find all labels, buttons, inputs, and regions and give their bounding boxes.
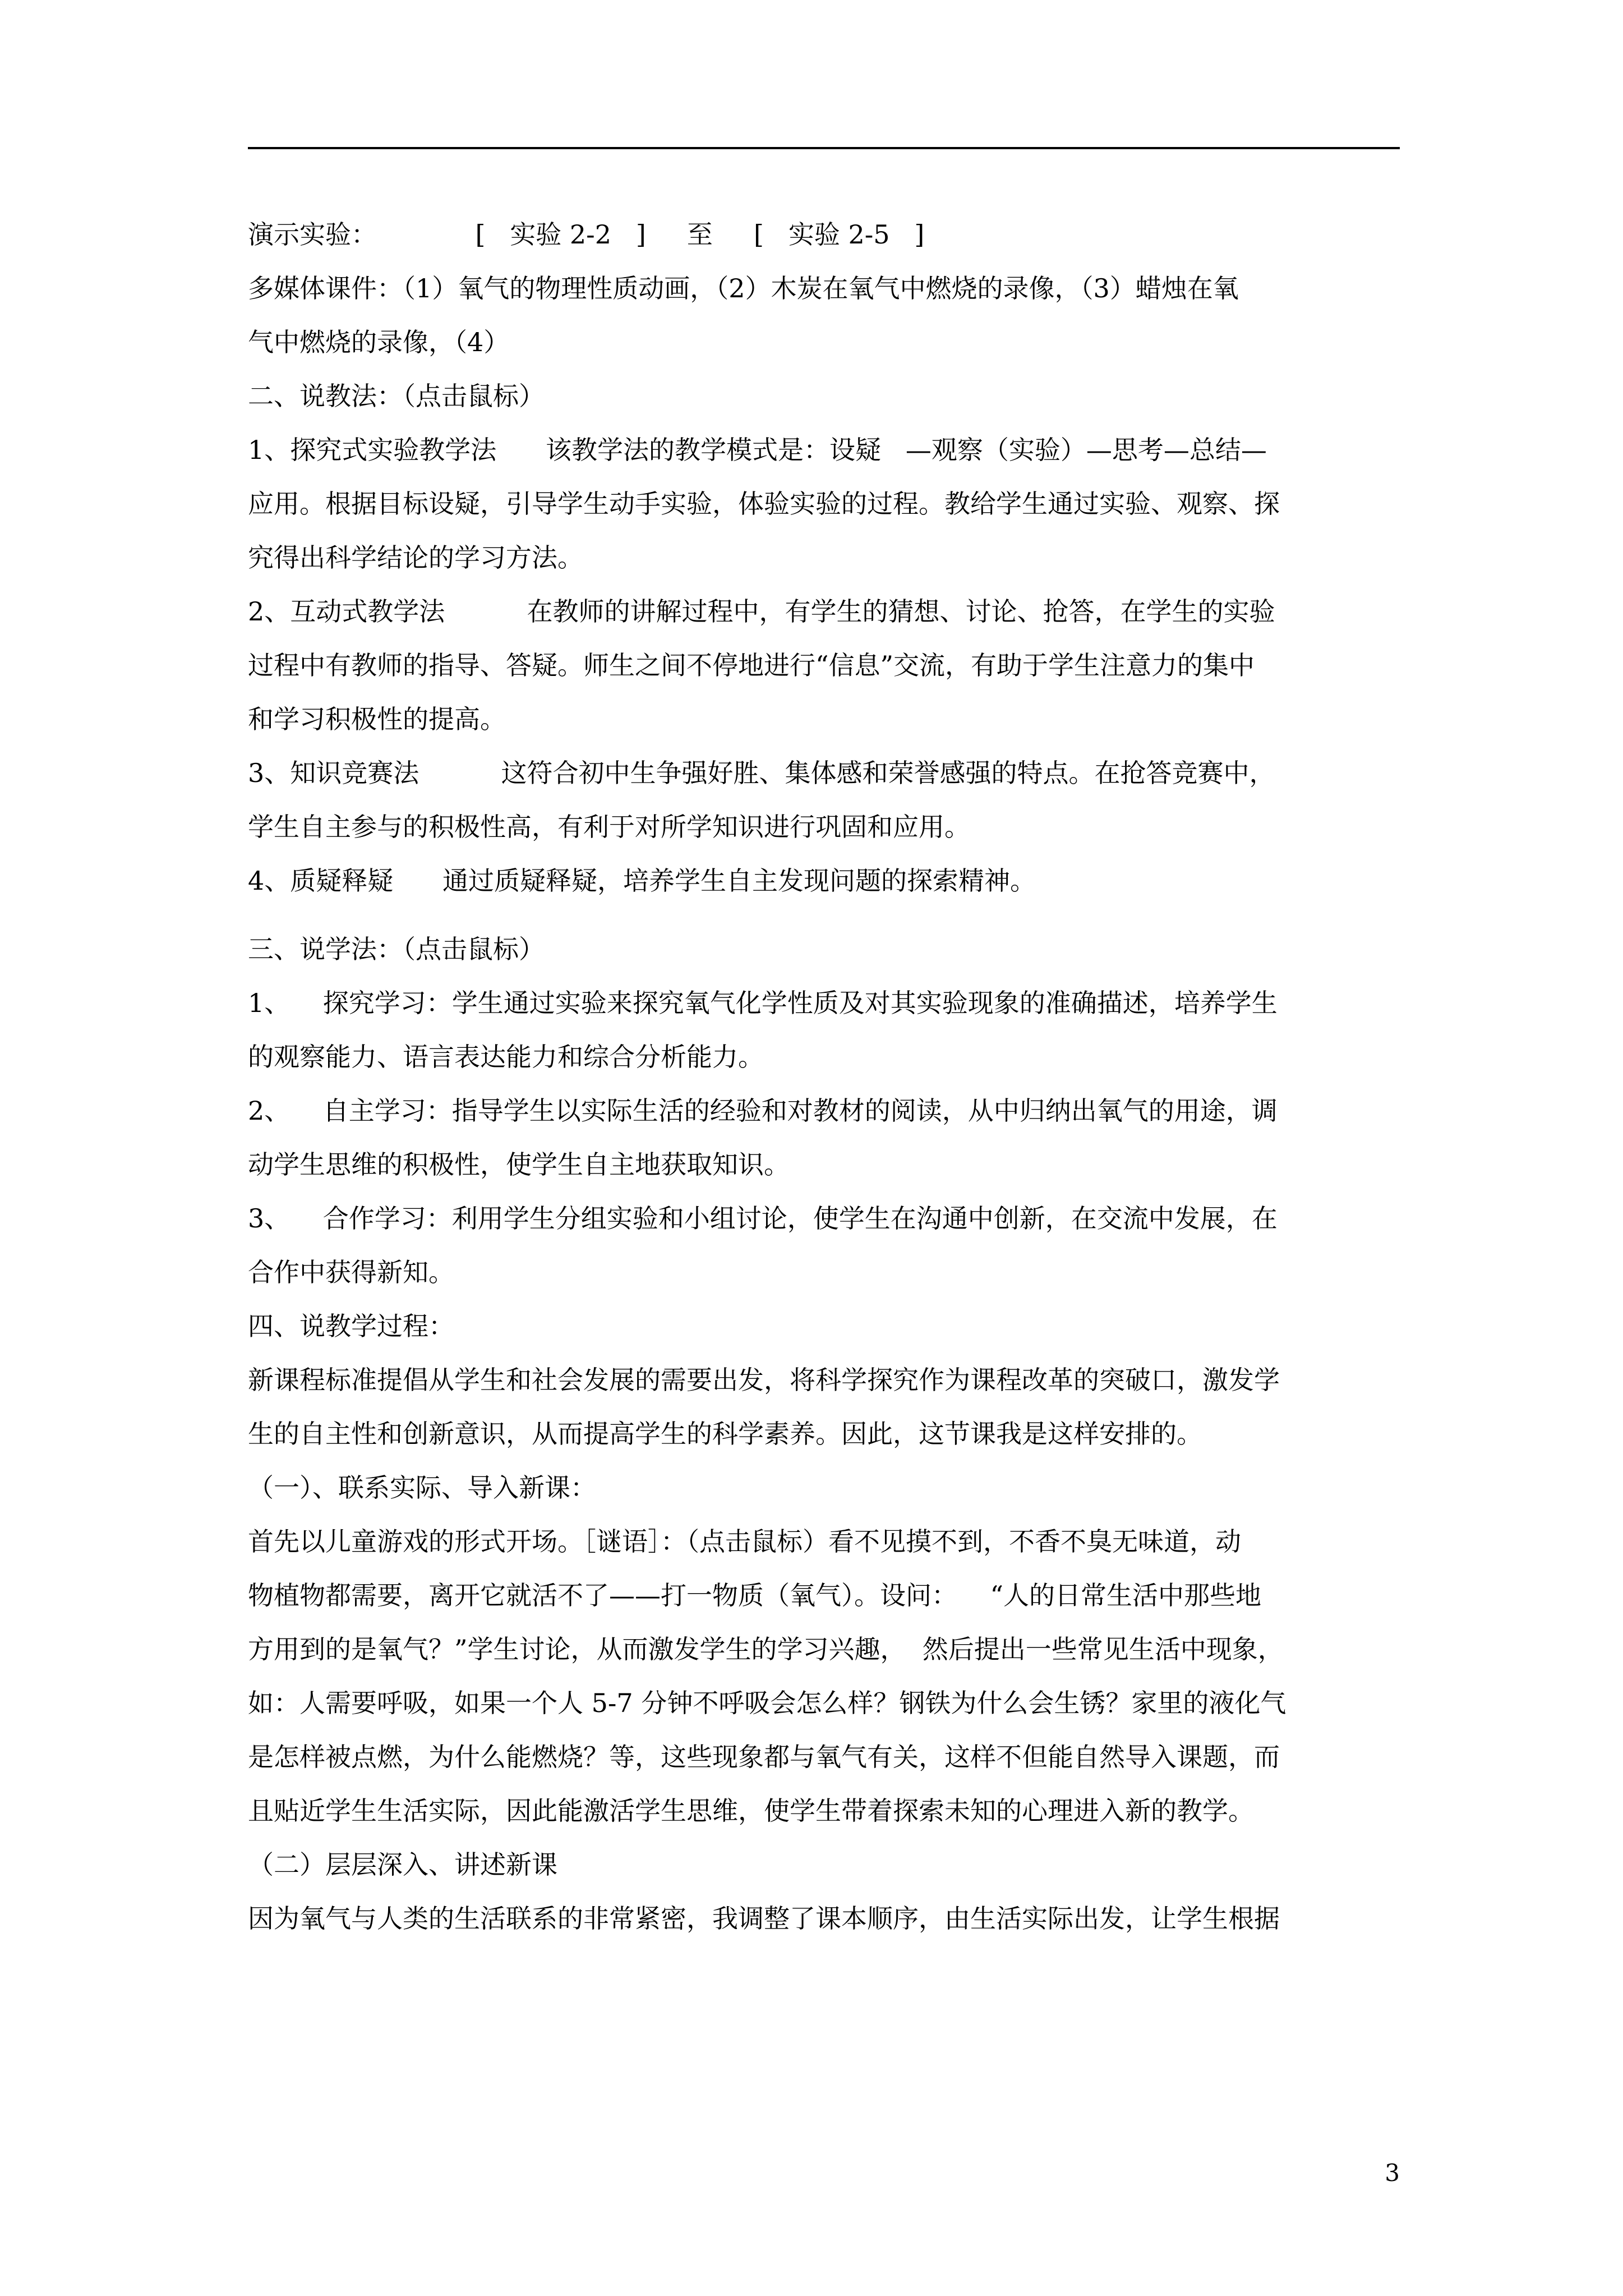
text-line: 演示实验： [ 实验 2-2 ] 至 [ 实验 2-5 ] [248,219,925,250]
text-line: 过程中有教师的指导、答疑。师生之间不停地进行“信息”交流，有助于学生注意力的集中 [248,650,1255,680]
text-line: 2、互动式教学法 在教师的讲解过程中，有学生的猜想、讨论、抢答，在学生的实验 [248,596,1275,627]
text-line: 生的自主性和创新意识，从而提高学生的科学素养。因此，这节课我是这样安排的。 [248,1419,1202,1449]
text-line: 动学生思维的积极性，使学生自主地获取知识。 [248,1149,790,1180]
section-heading: 三、说学法：（点击鼠标） [248,934,545,964]
text-line: 物植物都需要，离开它就活不了——打一物质（氧气）。设问： “人的日常生活中那些地 [248,1580,1262,1611]
text-line: 合作中获得新知。 [248,1257,454,1287]
text-line: 多媒体课件：（1）氧气的物理性质动画，（2）木炭在氧气中燃烧的录像，（3）蜡烛在氧 [248,273,1239,303]
text-line: 首先以儿童游戏的形式开场。［谜语］：（点击鼠标）看不见摸不到，不香不臭无味道，动 [248,1526,1241,1557]
subsection-heading: （一）、联系实际、导入新课： [248,1473,596,1503]
text-line: 的观察能力、语言表达能力和综合分析能力。 [248,1042,764,1072]
text-line: 1、 探究学习：学生通过实验来探究氧气化学性质及对其实验现象的准确描述，培养学生 [248,988,1278,1018]
text-line: 和学习积极性的提高。 [248,704,506,734]
text-line: 4、质疑释疑 通过质疑释疑，培养学生自主发现问题的探索精神。 [248,866,1036,896]
text-line: 因为氧气与人类的生活联系的非常紧密，我调整了课本顺序，由生活实际出发，让学生根据 [248,1903,1280,1934]
subsection-heading: （二）层层深入、讲述新课 [248,1849,557,1880]
header-rule [248,147,1400,149]
text-line: 气中燃烧的录像，（4） [248,327,510,357]
text-line: 3、 合作学习：利用学生分组实验和小组讨论，使学生在沟通中创新，在交流中发展，在 [248,1203,1278,1234]
text-line: 应用。根据目标设疑，引导学生动手实验，体验实验的过程。教给学生通过实验、观察、探 [248,489,1280,519]
text-line: 3、知识竞赛法 这符合初中生争强好胜、集体感和荣誉感强的特点。在抢答竞赛中， [248,758,1275,788]
text-line: 学生自主参与的积极性高，有利于对所学知识进行巩固和应用。 [248,812,970,842]
text-line: 新课程标准提倡从学生和社会发展的需要出发，将科学探究作为课程改革的突破口，激发学 [248,1365,1280,1395]
text-line: 是怎样被点燃，为什么能燃烧？等，这些现象都与氧气有关，这样不但能自然导入课题，而 [248,1742,1280,1772]
text-line: 1、探究式实验教学法 该教学法的教学模式是：设疑 —观察（实验）—思考—总结— [248,435,1267,465]
page-number: 3 [1385,2159,1400,2187]
text-line: 方用到的是氧气？”学生讨论，从而激发学生的学习兴趣， 然后提出一些常见生活中现象， [248,1634,1284,1664]
section-heading: 四、说教学过程： [248,1311,454,1341]
text-line: 究得出科学结论的学习方法。 [248,542,583,573]
section-heading: 二、说教法：（点击鼠标） [248,381,545,411]
text-line: 且贴近学生生活实际，因此能激活学生思维，使学生带着探索未知的心理进入新的教学。 [248,1796,1254,1826]
body-text [248,208,1400,1945]
text-line: 2、 自主学习：指导学生以实际生活的经验和对教材的阅读，从中归纳出氧气的用途，调 [248,1096,1278,1126]
text-line: 如：人需要呼吸，如果一个人 5-7 分钟不呼吸会怎么样？钢铁为什么会生锈？家里的液化气 [248,1688,1287,1718]
